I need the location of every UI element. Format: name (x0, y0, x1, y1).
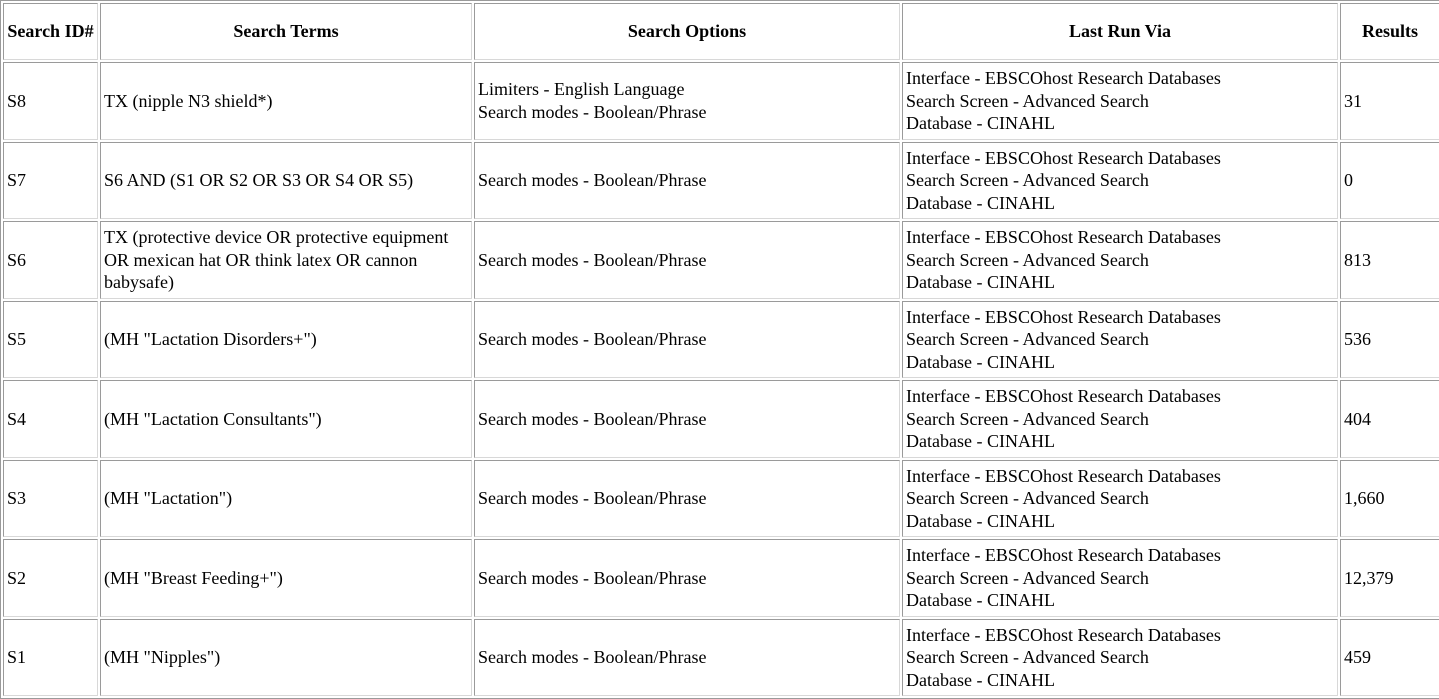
search-option-line: Search modes - Boolean/Phrase (478, 488, 707, 508)
results-cell: 1,660 (1340, 460, 1439, 538)
last-run-via-line: Interface - EBSCOhost Research Databases (906, 624, 1221, 645)
table-row (3, 380, 1439, 458)
table-row (3, 619, 1439, 697)
last-run-via-cell (902, 460, 1338, 538)
search-terms-cell: TX (protective device OR protective equipment OR mexican hat OR think latex OR cannon babysafe) (100, 221, 472, 299)
search-option-line: Search modes - Boolean/Phrase (478, 101, 707, 122)
last-run-via-line: Database - CINAHL (906, 351, 1055, 372)
last-run-via-line: Search Screen - Advanced Search (906, 170, 1149, 190)
last-run-via-line: Database - CINAHL (906, 192, 1055, 213)
last-run-via-line: Database - CINAHL (906, 272, 1055, 292)
last-run-via-line: Database - CINAHL (906, 510, 1055, 531)
search-options-cell (474, 539, 900, 617)
last-run-via-line: Interface - EBSCOhost Research Databases (906, 306, 1221, 327)
last-run-via-line: Interface - EBSCOhost Research Databases (906, 227, 1221, 247)
last-run-via-line: Search Screen - Advanced Search (906, 329, 1149, 349)
last-run-via-cell (902, 619, 1338, 697)
last-run-via-cell (902, 301, 1338, 379)
search-options-cell (474, 301, 900, 379)
last-run-via-cell (902, 142, 1338, 220)
search-options-cell (474, 142, 900, 220)
search-terms-cell: (MH "Nipples") (100, 619, 472, 697)
search-id-cell: S5 (3, 301, 98, 379)
search-id-cell: S6 (3, 221, 98, 299)
search-option-line: Search modes - Boolean/Phrase (478, 329, 707, 349)
search-option-line: Search modes - Boolean/Phrase (478, 567, 707, 588)
search-terms-cell: (MH "Breast Feeding+") (100, 539, 472, 617)
results-cell: 813 (1340, 221, 1439, 299)
search-options-cell (474, 460, 900, 538)
last-run-via-line: Search Screen - Advanced Search (906, 408, 1149, 429)
last-run-via-line: Search Screen - Advanced Search (906, 90, 1149, 111)
last-run-via-line: Search Screen - Advanced Search (906, 647, 1149, 667)
search-option-line: Search modes - Boolean/Phrase (478, 408, 707, 429)
search-id-cell: S4 (3, 380, 98, 458)
last-run-via-line: Interface - EBSCOhost Research Databases (906, 465, 1221, 486)
last-run-via-line: Interface - EBSCOhost Research Databases (906, 545, 1221, 565)
last-run-via-line: Interface - EBSCOhost Research Databases (906, 68, 1221, 88)
search-option-line: Search modes - Boolean/Phrase (478, 647, 707, 667)
search-options-header: Search Options (474, 3, 900, 60)
search-id-cell: S7 (3, 142, 98, 220)
search-terms-header: Search Terms (100, 3, 472, 60)
last-run-via-cell (902, 221, 1338, 299)
last-run-via-line: Interface - EBSCOhost Research Databases (906, 147, 1221, 168)
search-id-header: Search ID# (3, 3, 98, 60)
results-cell: 536 (1340, 301, 1439, 379)
search-option-line: Limiters - English Language (478, 79, 685, 100)
table-row (3, 221, 1439, 299)
search-option-line: Search modes - Boolean/Phrase (478, 170, 707, 190)
search-terms-cell: (MH "Lactation Consultants") (100, 380, 472, 458)
last-run-via-line: Database - CINAHL (906, 590, 1055, 610)
results-cell: 0 (1340, 142, 1439, 220)
header-row (3, 3, 1439, 60)
last-run-via-line: Interface - EBSCOhost Research Databases (906, 386, 1221, 406)
search-terms-cell: TX (nipple N3 shield*) (100, 62, 472, 140)
table-row (3, 539, 1439, 617)
search-history-body (3, 62, 1439, 696)
last-run-via-line: Database - CINAHL (906, 669, 1055, 690)
search-id-cell: S3 (3, 460, 98, 538)
search-id-cell: S8 (3, 62, 98, 140)
table-row (3, 460, 1439, 538)
last-run-via-cell (902, 380, 1338, 458)
last-run-via-line: Database - CINAHL (906, 113, 1055, 133)
last-run-via-header: Last Run Via (902, 3, 1338, 60)
last-run-via-cell (902, 62, 1338, 140)
last-run-via-cell (902, 539, 1338, 617)
search-terms-cell: (MH "Lactation Disorders+") (100, 301, 472, 379)
search-terms-cell: S6 AND (S1 OR S2 OR S3 OR S4 OR S5) (100, 142, 472, 220)
last-run-via-line: Search Screen - Advanced Search (906, 567, 1149, 588)
search-id-cell: S1 (3, 619, 98, 697)
last-run-via-line: Search Screen - Advanced Search (906, 488, 1149, 508)
search-options-cell (474, 221, 900, 299)
search-option-line: Search modes - Boolean/Phrase (478, 249, 707, 270)
results-cell: 12,379 (1340, 539, 1439, 617)
search-options-cell (474, 380, 900, 458)
last-run-via-line: Database - CINAHL (906, 431, 1055, 451)
results-cell: 404 (1340, 380, 1439, 458)
results-cell: 459 (1340, 619, 1439, 697)
search-id-cell: S2 (3, 539, 98, 617)
table-row (3, 62, 1439, 140)
search-options-cell (474, 619, 900, 697)
search-options-cell (474, 62, 900, 140)
results-cell: 31 (1340, 62, 1439, 140)
search-terms-cell: (MH "Lactation") (100, 460, 472, 538)
table-row (3, 142, 1439, 220)
table-row (3, 301, 1439, 379)
results-header: Results (1340, 3, 1439, 60)
last-run-via-line: Search Screen - Advanced Search (906, 249, 1149, 270)
